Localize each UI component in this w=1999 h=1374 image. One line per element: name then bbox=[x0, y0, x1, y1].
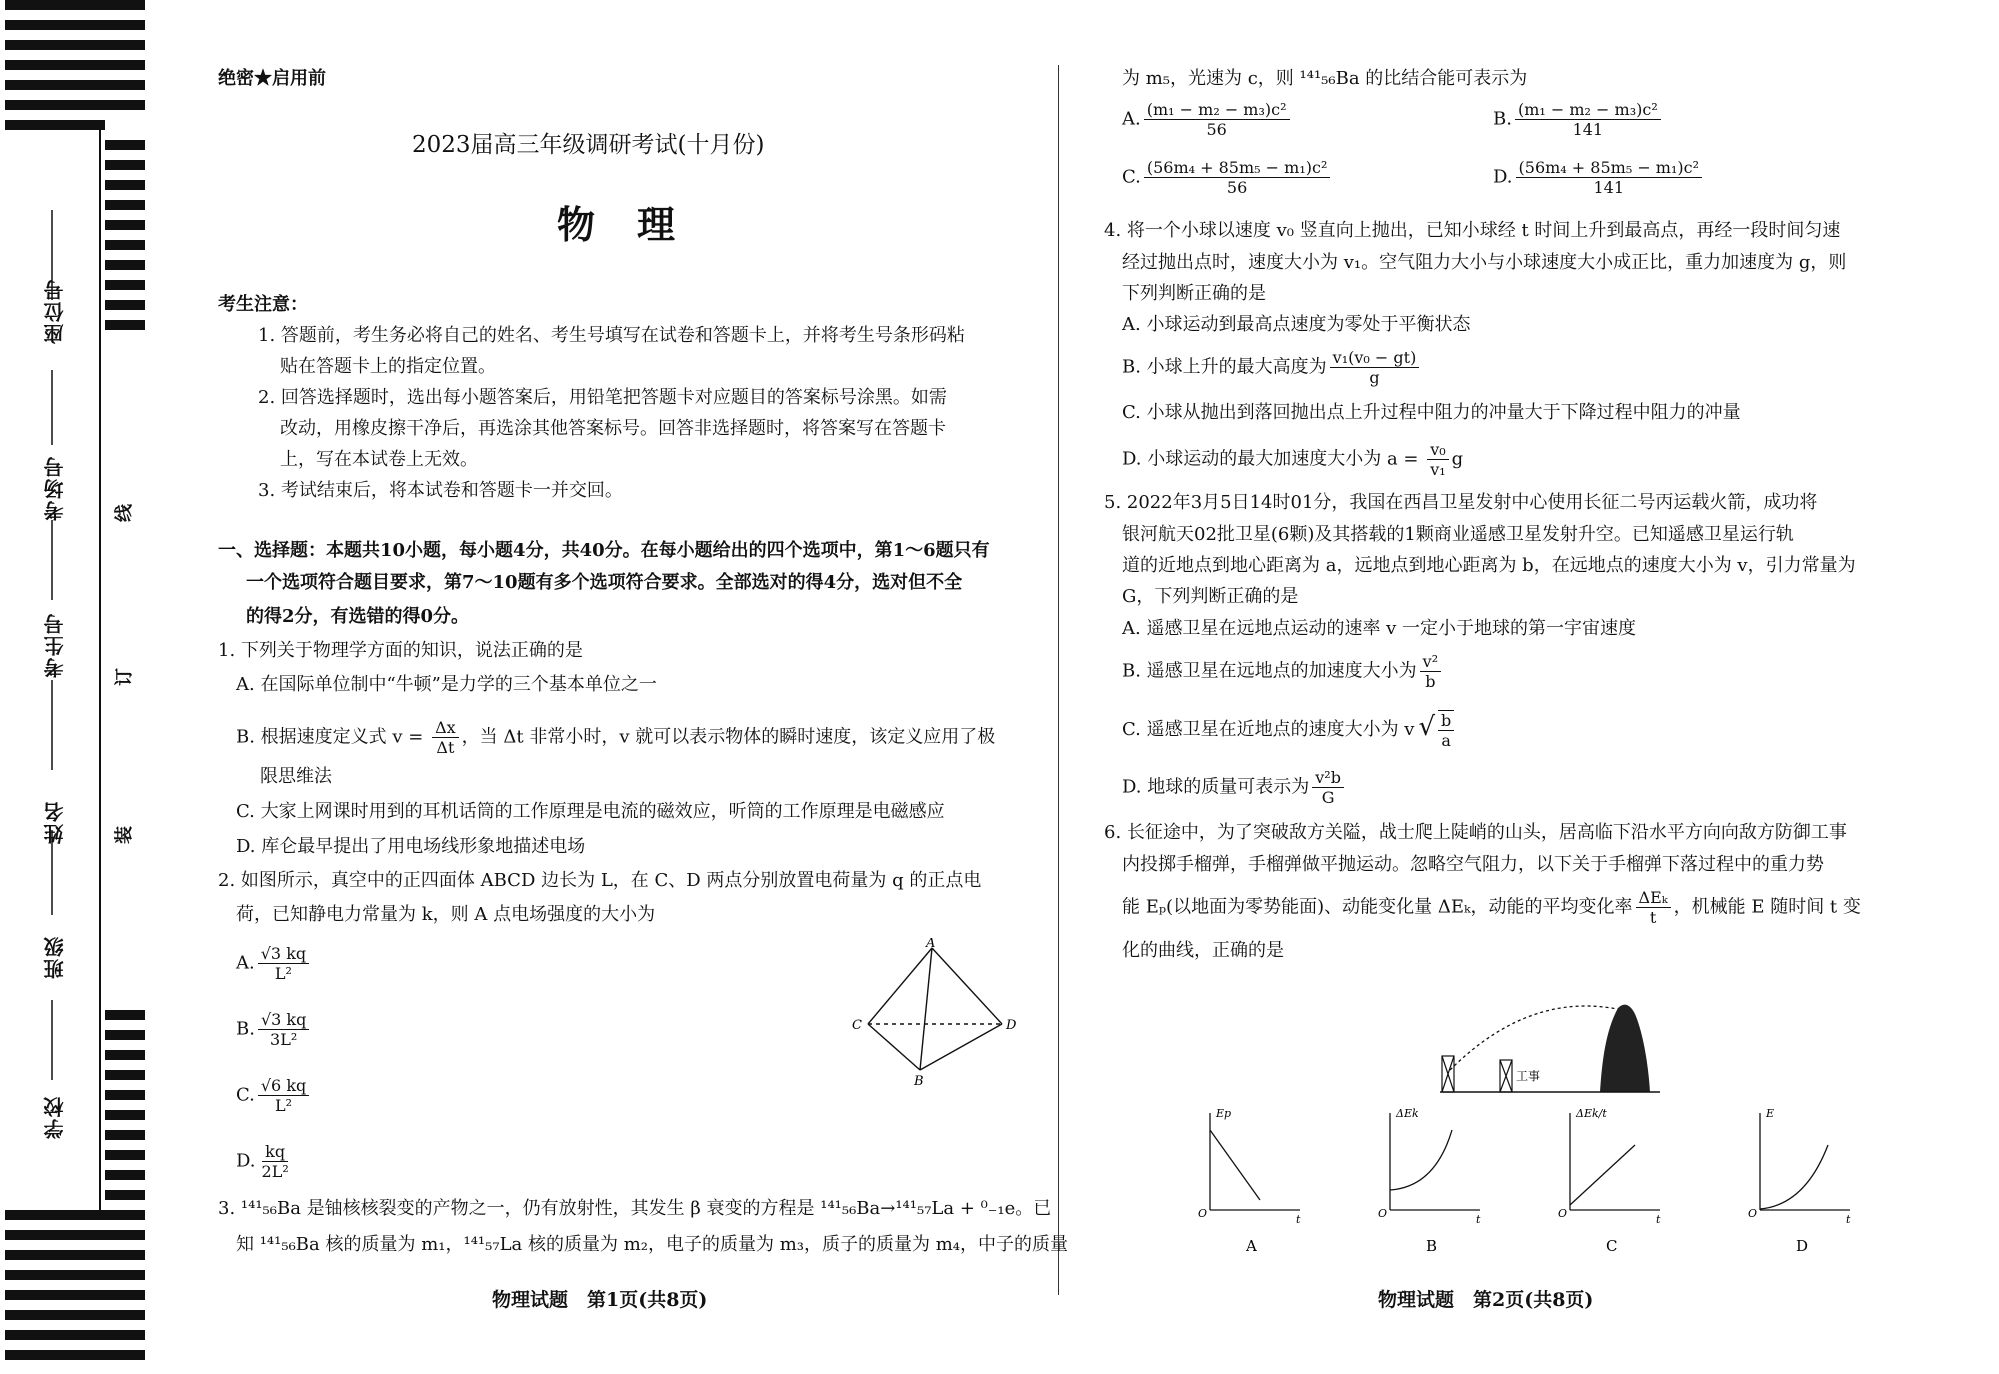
graph-c-origin: O bbox=[1558, 1207, 1568, 1220]
q6-rate-fraction bbox=[1636, 888, 1671, 927]
q1-option-d: D. 库仑最早提出了用电场线形象地描述电场 bbox=[236, 836, 586, 857]
q2-option-d bbox=[236, 1142, 295, 1181]
q5-c-text: C. 遥感卫星在近地点的速度大小为 v bbox=[1122, 719, 1415, 741]
q5-line-2: 银河航天02批卫星(6颗)及其搭载的1颗商业遥感卫星发射升空。已知遥感卫星运行轨 bbox=[1122, 524, 1794, 545]
q5-line-1: 5. 2022年3月5日14时01分，我国在西昌卫星发射中心使用长征二号丙运载火箭，成功将 bbox=[1104, 492, 1818, 513]
graph-d-origin: O bbox=[1748, 1207, 1758, 1220]
q2-d-fraction bbox=[259, 1142, 292, 1181]
binding-label-examinee-id: 考生号 bbox=[43, 612, 67, 678]
q6-line-3 bbox=[1122, 888, 1861, 927]
graph-d-xlabel: t bbox=[1846, 1213, 1851, 1226]
q1-b-numerator: Δx bbox=[432, 718, 459, 738]
q5-c-fraction bbox=[1438, 710, 1454, 750]
q1-option-b bbox=[236, 718, 995, 757]
graph-a-caption: A bbox=[1246, 1237, 1257, 1255]
q2-stem-1: 2. 如图所示，真空中的正四面体 ABCD 边长为 L，在 C、D 两点分别放置电荷量为 q 的正点电 bbox=[218, 870, 982, 891]
q3-d-den: 141 bbox=[1593, 178, 1625, 198]
graph-c-curve bbox=[1570, 1145, 1635, 1205]
notice-title: 考生注意： bbox=[218, 294, 308, 315]
q2-b-fraction bbox=[258, 1010, 309, 1049]
graph-b-caption: B bbox=[1426, 1237, 1438, 1255]
q4-line-3: 下列判断正确的是 bbox=[1122, 283, 1266, 304]
q2-b-label: B. bbox=[236, 1018, 255, 1040]
q5-b-fraction bbox=[1420, 652, 1441, 691]
q5-line-4: G，下列判断正确的是 bbox=[1122, 586, 1299, 607]
q4-option-a: A. 小球运动到最高点速度为零处于平衡状态 bbox=[1122, 314, 1471, 335]
notice-line-2: 贴在答题卡上的指定位置。 bbox=[280, 356, 496, 377]
q5-d-num: v²b bbox=[1312, 768, 1344, 788]
q1-option-c: C. 大家上网课时用到的耳机话筒的工作原理是电流的磁效应，听筒的工作原理是电磁感应 bbox=[236, 801, 945, 822]
q1-option-b-cont: 限思维法 bbox=[260, 766, 332, 787]
q3-b-den: 141 bbox=[1572, 120, 1604, 140]
q2-c-num: √6 kq bbox=[258, 1076, 309, 1096]
q2-b-num: √3 kq bbox=[258, 1010, 309, 1030]
q3-a-num: (m₁ − m₂ − m₃)c² bbox=[1144, 100, 1290, 120]
q2-b-den: 3L² bbox=[270, 1030, 298, 1050]
page-1-footer: 物理试题 第1页(共8页) bbox=[492, 1289, 708, 1311]
q3-b-num: (m₁ − m₂ − m₃)c² bbox=[1515, 100, 1661, 120]
q5-c-num: b bbox=[1438, 711, 1454, 731]
confidential-mark: 绝密★启用前 bbox=[218, 68, 326, 89]
energy-graphs bbox=[1190, 1105, 1690, 1255]
mountain-scene-figure bbox=[1410, 1000, 1680, 1100]
q6-line-3-text: 能 Eₚ(以地面为零势能面)、动能变化量 ΔEₖ，动能的平均变化率 bbox=[1122, 896, 1633, 918]
q4-b-den: g bbox=[1369, 368, 1380, 388]
graph-d-curve bbox=[1760, 1145, 1828, 1209]
section-1-line-1: 一、选择题：本题共10小题，每小题4分，共40分。在每小题给出的四个选项中，第1～6题只有 bbox=[218, 540, 990, 561]
q1-option-a: A. 在国际单位制中“牛顿”是力学的三个基本单位之一 bbox=[236, 674, 657, 695]
scene-label-fortification: 工事 bbox=[1516, 1069, 1541, 1083]
notice-line-4: 改动，用橡皮擦干净后，再选涂其他答案标号。回答非选择题时，将答案写在答题卡 bbox=[280, 418, 946, 439]
q2-d-label: D. bbox=[236, 1150, 256, 1172]
notice-line-5: 上，写在本试卷上无效。 bbox=[280, 449, 478, 470]
q4-option-b bbox=[1122, 348, 1422, 387]
q5-d-fraction bbox=[1312, 768, 1344, 807]
q2-d-den: 2L² bbox=[261, 1162, 289, 1182]
q2-a-fraction bbox=[258, 944, 309, 983]
q2-option-b bbox=[236, 1010, 312, 1049]
q3-c-fraction bbox=[1144, 158, 1331, 197]
q2-stem-2: 荷，已知静电力常量为 k，则 A 点电场强度的大小为 bbox=[236, 904, 656, 925]
binding-char-mount: 装 bbox=[114, 826, 135, 844]
q5-d-text: D. 地球的质量可表示为 bbox=[1122, 776, 1310, 798]
q5-option-c bbox=[1122, 710, 1457, 750]
q6-line-1: 6. 长征途中，为了突破敌方关隘，战士爬上陡峭的山头，居高临下沿水平方向向敌方防御工事 bbox=[1104, 822, 1847, 843]
graph-c-caption: C bbox=[1606, 1237, 1618, 1255]
q3-continuation: 为 m₅，光速为 c，则 ¹⁴¹₅₆Ba 的比结合能可表示为 bbox=[1122, 68, 1528, 89]
q4-line-2: 经过抛出点时，速度大小为 v₁。空气阻力大小与小球速度大小成正比，重力加速度为 g，则 bbox=[1122, 252, 1847, 273]
graph-b-origin: O bbox=[1378, 1207, 1388, 1220]
q3-d-label: D. bbox=[1493, 166, 1513, 188]
q3-option-d bbox=[1493, 158, 1705, 197]
q4-d-den: v₁ bbox=[1430, 460, 1446, 480]
graph-b-curve bbox=[1390, 1130, 1452, 1190]
graph-d-ylabel: E bbox=[1766, 1107, 1775, 1120]
binding-label-class: 班级 bbox=[43, 935, 67, 979]
q1-stem: 1. 下列关于物理学方面的知识，说法正确的是 bbox=[218, 640, 583, 661]
fig-label-c: C bbox=[852, 1018, 862, 1033]
q4-b-fraction bbox=[1330, 348, 1420, 387]
q6-rate-num: ΔEₖ bbox=[1636, 888, 1671, 908]
graph-c-ylabel: ΔEk/t bbox=[1576, 1107, 1607, 1120]
graph-a-curve bbox=[1210, 1130, 1260, 1200]
q4-d-tail: g bbox=[1451, 448, 1464, 470]
section-1-line-2: 一个选项符合题目要求，第7～10题有多个选项符合要求。全部选对的得4分，选对但不全 bbox=[246, 572, 963, 593]
q2-a-den: L² bbox=[274, 964, 292, 984]
exam-title: 2023届高三年级调研考试(十月份) bbox=[412, 132, 765, 158]
q2-a-label: A. bbox=[236, 952, 255, 974]
q2-c-fraction bbox=[258, 1076, 309, 1115]
q3-d-num: (56m₄ + 85m₅ − m₁)c² bbox=[1516, 158, 1703, 178]
q1-option-b-text: B. 根据速度定义式 v = bbox=[236, 726, 430, 748]
q4-option-c: C. 小球从抛出到落回抛出点上升过程中阻力的冲量大于下降过程中阻力的冲量 bbox=[1122, 402, 1741, 423]
page-divider bbox=[1058, 65, 1059, 1295]
q4-d-fraction bbox=[1427, 440, 1448, 479]
q3-c-num: (56m₄ + 85m₅ − m₁)c² bbox=[1144, 158, 1331, 178]
q4-d-text: D. 小球运动的最大加速度大小为 a = bbox=[1122, 448, 1425, 470]
page-2-footer: 物理试题 第2页(共8页) bbox=[1378, 1289, 1594, 1311]
binding-label-name: 姓名 bbox=[43, 800, 67, 844]
tetrahedron-figure bbox=[850, 938, 1020, 1088]
q5-d-den: G bbox=[1321, 788, 1335, 808]
binding-label-school: 学校 bbox=[43, 1095, 67, 1139]
q3-option-a bbox=[1122, 100, 1293, 139]
sqrt-icon: √ bbox=[1418, 712, 1436, 743]
q3-option-b bbox=[1493, 100, 1664, 139]
q3-c-den: 56 bbox=[1226, 178, 1248, 198]
notice-line-3: 2. 回答选择题时，选出每小题答案后，用铅笔把答题卡对应题目的答案标号涂黑。如需 bbox=[258, 387, 947, 408]
q6-line-3-tail: ，机械能 E 随时间 t 变 bbox=[1673, 896, 1861, 918]
notice-line-1: 1. 答题前，考生务必将自己的姓名、考生号填写在试卷和答题卡上，并将考生号条形码粘 bbox=[258, 325, 965, 346]
page-2 bbox=[1060, 0, 1999, 1374]
binding-char-bind: 订 bbox=[114, 668, 135, 686]
fig-label-a: A bbox=[926, 938, 936, 951]
q3-a-label: A. bbox=[1122, 108, 1141, 130]
subject-title: 物 理 bbox=[557, 202, 678, 247]
graph-c-xlabel: t bbox=[1656, 1213, 1661, 1226]
q4-b-num: v₁(v₀ − gt) bbox=[1330, 348, 1420, 368]
q1-option-b-text-2: ，当 Δt 非常小时，v 就可以表示物体的瞬时速度，该定义应用了极 bbox=[461, 726, 996, 748]
binding-label-seat: 座位号 bbox=[43, 278, 67, 344]
q5-line-3: 道的近地点到地心距离为 a，远地点到地心距离为 b，在远地点的速度大小为 v，引力常量为 bbox=[1122, 555, 1856, 576]
section-1-line-3: 的得2分，有选错的得0分。 bbox=[246, 606, 470, 627]
binding-char-line: 线 bbox=[114, 504, 135, 522]
q6-line-4: 化的曲线，正确的是 bbox=[1122, 940, 1284, 961]
q2-a-num: √3 kq bbox=[258, 944, 309, 964]
energy-graph-d bbox=[1740, 1105, 1900, 1255]
graph-b-xlabel: t bbox=[1476, 1213, 1481, 1226]
q2-c-label: C. bbox=[236, 1084, 255, 1106]
q4-option-d bbox=[1122, 440, 1463, 479]
q4-line-1: 4. 将一个小球以速度 v₀ 竖直向上抛出，已知小球经 t 时间上升到最高点，再经一段时间匀速 bbox=[1104, 220, 1841, 241]
q1-b-denominator: Δt bbox=[436, 738, 455, 758]
graph-d-caption: D bbox=[1796, 1237, 1809, 1255]
q3-line-1: 3. ¹⁴¹₅₆Ba 是铀核核裂变的产物之一，仍有放射性，其发生 β 衰变的方程是 ¹⁴¹₅₆Ba→¹⁴¹₅₇La + ⁰₋₁e。已 bbox=[218, 1198, 1052, 1219]
q3-c-label: C. bbox=[1122, 166, 1141, 188]
q5-option-a: A. 遥感卫星在远地点运动的速率 v 一定小于地球的第一宇宙速度 bbox=[1122, 618, 1637, 639]
mountain-icon bbox=[1600, 1005, 1650, 1092]
q2-d-num: kq bbox=[262, 1142, 288, 1162]
fig-label-d: D bbox=[1006, 1018, 1017, 1033]
q3-a-den: 56 bbox=[1206, 120, 1227, 140]
q4-b-text: B. 小球上升的最大高度为 bbox=[1122, 356, 1327, 378]
q2-option-c bbox=[236, 1076, 312, 1115]
notice-line-6: 3. 考试结束后，将本试卷和答题卡一并交回。 bbox=[258, 480, 623, 501]
q3-option-c bbox=[1122, 158, 1333, 197]
graph-a-ylabel: Ep bbox=[1216, 1107, 1232, 1120]
q2-c-den: L² bbox=[275, 1096, 293, 1116]
q5-option-d bbox=[1122, 768, 1347, 807]
q3-d-fraction bbox=[1516, 158, 1703, 197]
q3-a-fraction bbox=[1144, 100, 1290, 139]
fortification-icon bbox=[1442, 1056, 1512, 1092]
trajectory-path bbox=[1450, 1006, 1622, 1070]
graph-a-origin: O bbox=[1198, 1207, 1208, 1220]
q6-rate-den: t bbox=[1649, 908, 1657, 928]
q5-b-text: B. 遥感卫星在远地点的加速度大小为 bbox=[1122, 660, 1417, 682]
q5-option-b bbox=[1122, 652, 1444, 691]
q1-option-b-fraction bbox=[432, 718, 459, 757]
q2-option-a bbox=[236, 944, 312, 983]
q5-b-den: b bbox=[1425, 672, 1436, 692]
q3-line-2: 知 ¹⁴¹₅₆Ba 核的质量为 m₁，¹⁴¹₅₇La 核的质量为 m₂，电子的质量为 m₃，质子的质量为 m₄，中子的质量 bbox=[236, 1234, 1068, 1255]
q6-line-2: 内投掷手榴弹，手榴弹做平抛运动。忽略空气阻力，以下关于手榴弹下落过程中的重力势 bbox=[1122, 854, 1824, 875]
graph-a-xlabel: t bbox=[1296, 1213, 1301, 1226]
graph-b-ylabel: ΔEk bbox=[1396, 1107, 1419, 1120]
q4-d-num: v₀ bbox=[1427, 440, 1448, 460]
q5-b-num: v² bbox=[1420, 652, 1441, 672]
binding-label-room: 考场号 bbox=[43, 455, 67, 521]
q3-b-fraction bbox=[1515, 100, 1661, 139]
q5-c-den: a bbox=[1441, 731, 1451, 751]
q3-b-label: B. bbox=[1493, 108, 1512, 130]
fig-label-b: B bbox=[914, 1074, 924, 1088]
